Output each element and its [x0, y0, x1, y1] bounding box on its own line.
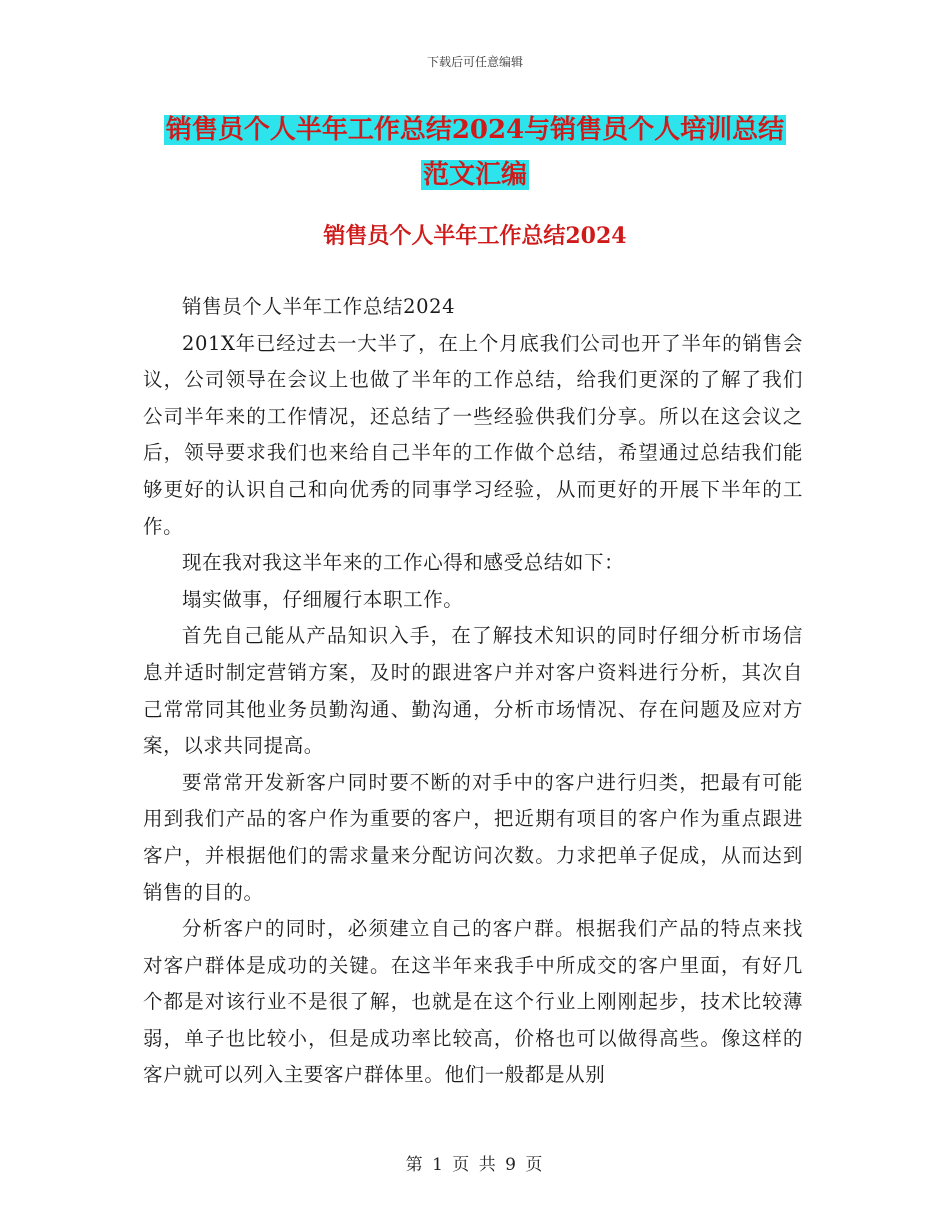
document-body: [143, 289, 803, 1094]
document-title-text-1: 销售员个人半年工作总结2024与销售员个人培训总结: [165, 115, 785, 145]
document-title-line-2: [0, 156, 950, 194]
paragraph: 现在我对我这半年来的工作心得和感受总结如下：: [182, 551, 625, 575]
document-title-line-1: [0, 111, 950, 149]
section-title: 销售员个人半年工作总结2024: [323, 223, 627, 249]
document-title-text-2: 范文汇编: [422, 160, 527, 190]
paragraph: 要常常开发新客户同时要不断的对手中的客户进行归类，把最有可能用到我们产品的客户作为重要的客户，把近期有项目的客户作为重点跟进客户，并根据他们的需求量来分配访问次数。力求把单子促成，从而达到销售的目的。: [143, 770, 803, 904]
paragraph: 销售员个人半年工作总结2024: [182, 295, 456, 318]
paragraph: 首先自己能从产品知识入手，在了解技术知识的同时仔细分析市场信息并适时制定营销方案，及时的跟进客户并对客户资料进行分析，其次自己常常同其他业务员勤沟通、勤沟通，分析市场情况、存在问题及应对方案，以求共同提高。: [143, 624, 803, 758]
header-note: 下载后可任意编辑: [426, 55, 523, 69]
paragraph: 分析客户的同时，必须建立自己的客户群。根据我们产品的特点来找对客户群体是成功的关键。在这半年来我手中所成交的客户里面，有好几个都是对该行业不是很了解，也就是在这个行业上刚刚起步，技术比较薄弱，单子也比较小，但是成功率比较高，价格也可以做得高些。像这样的客户就可以列入主要客户群体里。他们一般都是从别: [143, 917, 803, 1087]
paragraph: 塌实做事，仔细履行本职工作。: [182, 587, 464, 611]
page-footer: 第 1 页 共 9 页: [405, 1155, 545, 1175]
paragraph: 201X年已经过去一大半了，在上个月底我们公司也开了半年的销售会议，公司领导在会议上也做了半年的工作总结，给我们更深的了解了我们公司半年来的工作情况，还总结了一些经验供我们分享。所以在这会议之后，领导要求我们也来给自己半年的工作做个总结，希望通过总结我们能够更好的认识自己和向优秀的同事学习经验，从而更好的开展下半年的工作。: [143, 331, 803, 538]
